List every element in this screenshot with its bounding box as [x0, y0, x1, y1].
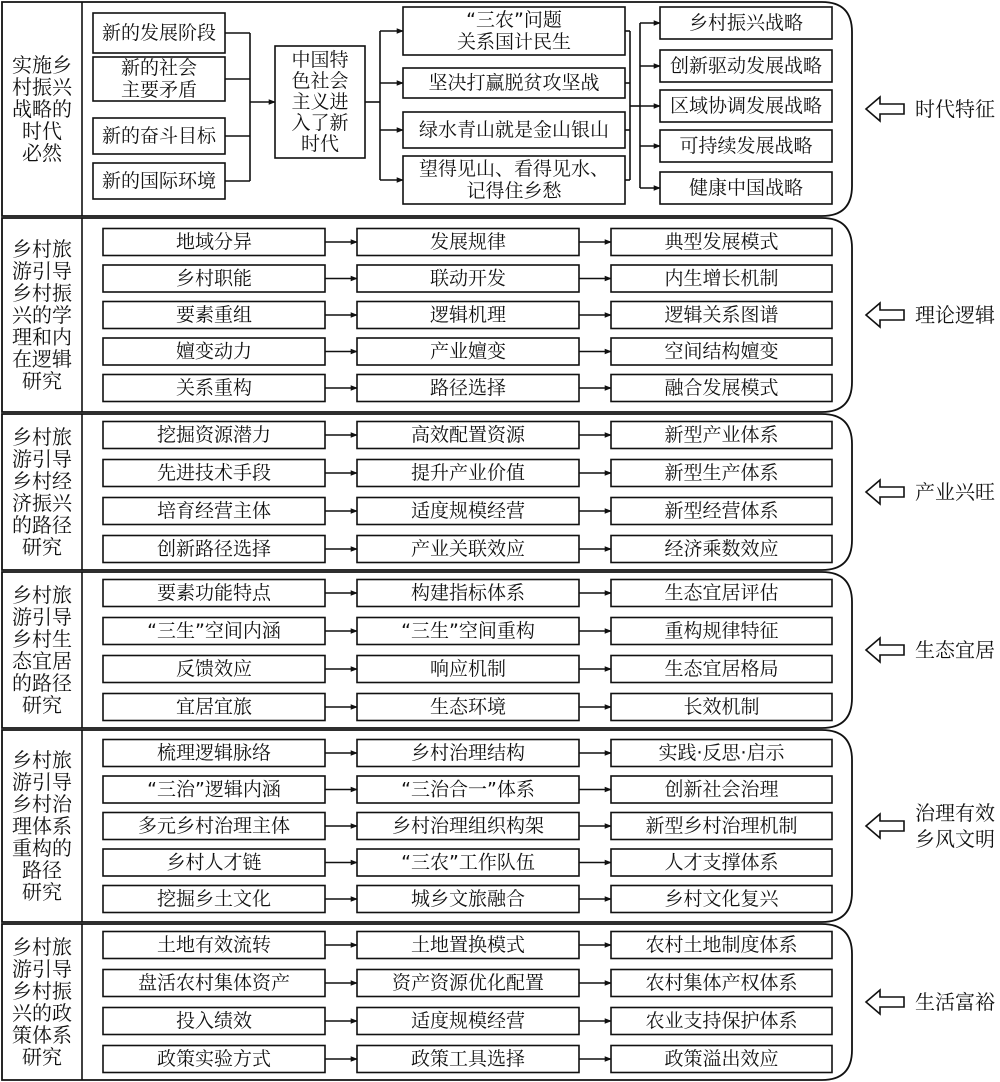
row-1-col-2-box-text: 乡村治理结构: [410, 742, 526, 764]
row-1-col-1-box: [103, 422, 325, 449]
section-tag: 乡风文明: [915, 827, 995, 851]
row-4-col-3-box-text: 空间结构嬗变: [664, 340, 779, 363]
era-center-box-text: 色社会: [291, 70, 349, 92]
row-4-col-3-box: [611, 694, 832, 721]
row-5-col-2-box-text: 城乡文旅融合: [410, 888, 526, 910]
row-1-col-3-box: [611, 932, 832, 959]
row-4-col-2-box: [357, 1046, 579, 1073]
row-3-col-2-box-text: 适度规模经营: [410, 1010, 526, 1032]
section-label: 在逻辑: [12, 347, 72, 371]
row-2-col-2-box-text: 提升产业价值: [410, 462, 526, 484]
era-mid-box-text: 记得住乡愁: [466, 180, 562, 202]
row-1-col-3-box-text: 典型发展模式: [664, 231, 779, 253]
row-4-col-2-box: [357, 849, 579, 876]
row-1-col-2-box-text: 发展规律: [429, 231, 507, 253]
row-1-col-1-box-text: 土地有效流转: [156, 934, 272, 956]
row-4-col-1-box-text: 宜居宜旅: [175, 696, 253, 718]
row-3-col-1-box-text: 多元乡村治理主体: [137, 815, 291, 837]
row-3-col-2-box-text: 适度规模经营: [410, 500, 526, 522]
era-input-box-text: 新的社会: [120, 57, 198, 79]
row-1-col-3-box-text: 新型产业体系: [664, 424, 779, 446]
section-label: 研究: [22, 693, 62, 717]
row-4-col-3-box: [611, 1046, 832, 1073]
row-4-col-3-box-text: 政策溢出效应: [664, 1048, 779, 1070]
row-3-col-3-box: [611, 302, 832, 329]
era-output-box: [660, 130, 832, 162]
row-4-col-3-box-text: 经济乘数效应: [664, 538, 779, 560]
row-4-col-2-box-text: 产业嬗变: [429, 340, 507, 363]
section-label: 乡村旅: [12, 583, 72, 607]
section-label: 研究: [22, 1045, 62, 1069]
row-1-col-3-box-text: 生态宜居评估: [664, 582, 779, 604]
row-3-col-3-box-text: 新型乡村治理机制: [645, 815, 798, 837]
section-tag: 生态宜居: [915, 638, 995, 662]
row-4-col-1-box: [103, 849, 325, 876]
row-2-col-2-box: [357, 265, 579, 292]
row-1-col-3-box: [611, 229, 832, 256]
row-2-col-2-box-text: 联动开发: [429, 267, 507, 290]
row-1-col-1-box-text: 要素功能特点: [156, 582, 272, 604]
row-1-col-3-box: [611, 422, 832, 449]
row-5-col-1-box-text: 挖掘乡土文化: [156, 888, 272, 910]
row-5-col-1-box: [103, 886, 325, 913]
section-tag: 产业兴旺: [915, 480, 995, 504]
row-3-col-2-box-text: 逻辑机理: [429, 304, 507, 326]
section-label: 兴的政: [12, 1001, 72, 1025]
row-3-col-1-box-text: 反馈效应: [175, 658, 253, 680]
row-4-col-2-box-text: 产业关联效应: [410, 538, 526, 560]
section-label: 乡村旅: [12, 748, 72, 772]
era-output-box-text: 乡村振兴战略: [688, 12, 804, 34]
row-3-col-1-box-text: 培育经营主体: [156, 500, 272, 522]
section-label: 研究: [22, 535, 62, 559]
hollow-arrow-icon: [866, 97, 904, 121]
section-label: 态宜居: [12, 649, 72, 673]
hollow-arrow-icon: [866, 480, 904, 504]
era-input-box-text: 新的发展阶段: [101, 22, 217, 44]
row-2-col-3-box: [611, 265, 832, 292]
row-1-col-2-box-text: 构建指标体系: [410, 582, 526, 604]
row-2-col-1-box-text: 盘活农村集体资产: [137, 972, 291, 994]
row-2-col-3-box-text: 农村集体产权体系: [645, 972, 798, 994]
era-center-box-text: 中国特: [291, 49, 349, 71]
row-5-col-1-box: [103, 375, 325, 402]
section-label: 济振兴: [12, 491, 72, 515]
row-2-col-3-box: [611, 776, 832, 803]
era-center-box-text: 入了新: [291, 112, 349, 134]
era-output-box: [660, 50, 832, 82]
era-output-box: [660, 90, 832, 122]
section-label: 村振兴: [12, 75, 72, 99]
era-center-box-text: 时代: [300, 133, 340, 155]
section-label: 重构的: [12, 836, 72, 860]
row-4-col-3-box: [611, 849, 832, 876]
row-1-col-3-box: [611, 740, 832, 767]
row-1-col-1-box: [103, 229, 325, 256]
row-3-col-2-box: [357, 302, 579, 329]
row-3-col-3-box-text: 农业支持保护体系: [645, 1010, 798, 1032]
row-3-col-1-box: [103, 656, 325, 683]
row-2-col-1-box: [103, 776, 325, 803]
row-2-col-1-box: [103, 265, 325, 292]
row-2-col-2-box: [357, 970, 579, 997]
section-label: 游引导: [12, 957, 72, 981]
row-1-col-1-box-text: 挖掘资源潜力: [156, 424, 272, 446]
section-label: 游引导: [12, 259, 72, 283]
row-4-col-2-box: [357, 338, 579, 365]
hollow-arrow-icon: [866, 814, 904, 838]
row-5-col-3-box-text: 融合发展模式: [664, 377, 779, 399]
row-1-col-3-box-text: 农村土地制度体系: [645, 934, 798, 956]
section-label: 游引导: [12, 770, 72, 794]
row-1-col-1-box: [103, 932, 325, 959]
era-mid-box: [403, 68, 625, 98]
section-tag: 生活富裕: [915, 990, 995, 1014]
row-1-col-1-box: [103, 740, 325, 767]
row-2-col-3-box: [611, 460, 832, 487]
section-label: 游引导: [12, 447, 72, 471]
era-output-box-text: 健康中国战略: [688, 177, 804, 199]
section-label: 的路径: [12, 513, 72, 537]
era-mid-box-text: 坚决打赢脱贫攻坚战: [428, 72, 600, 94]
row-1-col-2-box-text: 高效配置资源: [410, 424, 526, 446]
hollow-arrow-icon: [866, 303, 904, 327]
section-label: 理和内: [12, 325, 72, 349]
row-2-col-1-box: [103, 618, 325, 645]
row-3-col-1-box-text: 投入绩效: [175, 1010, 253, 1032]
row-4-col-2-box-text: 政策工具选择: [410, 1048, 526, 1070]
era-mid-box: [403, 7, 625, 55]
era-mid-box-text: 绿水青山就是金山银山: [418, 119, 610, 141]
era-mid-box-text: 望得见山、看得见水、: [418, 158, 610, 180]
section-label: 乡村生: [12, 627, 72, 651]
row-2-col-2-box: [357, 460, 579, 487]
row-5-col-1-box-text: 关系重构: [175, 377, 253, 399]
row-1-col-2-box: [357, 422, 579, 449]
row-3-col-3-box-text: 逻辑关系图谱: [664, 304, 779, 326]
row-3-col-3-box: [611, 813, 832, 840]
row-1-col-2-box: [357, 229, 579, 256]
row-1-col-1-box-text: 地域分异: [175, 231, 253, 253]
row-2-col-1-box: [103, 970, 325, 997]
era-center-box-text: 主义进: [291, 91, 349, 113]
row-4-col-3-box-text: 人才支撑体系: [664, 851, 779, 874]
row-4-col-1-box: [103, 536, 325, 563]
section-label: 乡村旅: [12, 425, 72, 449]
section-tag: 治理有效: [915, 801, 995, 825]
section-label: 策体系: [12, 1023, 72, 1047]
row-4-col-2-box-text: 生态环境: [429, 696, 507, 718]
row-4-col-2-box-text: “三农”工作队伍: [401, 851, 535, 874]
section-label: 游引导: [12, 605, 72, 629]
row-4-col-1-box: [103, 1046, 325, 1073]
era-center-box: [275, 46, 365, 158]
row-2-col-1-box: [103, 460, 325, 487]
era-output-box: [660, 7, 832, 39]
row-1-col-3-box-text: 实践·反思·启示: [658, 742, 785, 764]
row-1-col-2-box: [357, 932, 579, 959]
era-mid-box: [403, 112, 625, 148]
row-2-col-1-box-text: “三治”逻辑内涵: [147, 778, 281, 801]
row-2-col-3-box-text: 新型生产体系: [664, 462, 779, 484]
row-3-col-1-box-text: 要素重组: [175, 304, 253, 326]
row-2-col-2-box-text: 资产资源优化配置: [391, 972, 545, 994]
era-output-box-text: 创新驱动发展战略: [669, 55, 823, 77]
section-label: 乡村旅: [12, 237, 72, 261]
row-5-col-3-box: [611, 886, 832, 913]
row-2-col-1-box-text: “三生”空间内涵: [147, 620, 281, 642]
row-3-col-1-box: [103, 813, 325, 840]
row-3-col-1-box: [103, 498, 325, 525]
section-label: 路径: [22, 858, 62, 882]
row-3-col-3-box: [611, 498, 832, 525]
row-3-col-2-box-text: 乡村治理组织构架: [391, 815, 545, 837]
row-4-col-2-box: [357, 536, 579, 563]
row-3-col-2-box: [357, 498, 579, 525]
row-5-col-2-box-text: 路径选择: [429, 377, 507, 399]
section-tag: 理论逻辑: [915, 303, 995, 327]
section-label: 的路径: [12, 671, 72, 695]
row-2-col-2-box: [357, 618, 579, 645]
section-label: 研究: [22, 880, 62, 904]
row-2-col-3-box: [611, 618, 832, 645]
row-2-col-2-box-text: “三治合一”体系: [401, 778, 535, 801]
row-4-col-1-box: [103, 694, 325, 721]
row-1-col-2-box: [357, 580, 579, 607]
era-output-box-text: 区域协调发展战略: [669, 95, 823, 117]
row-5-col-2-box: [357, 886, 579, 913]
row-1-col-2-box-text: 土地置换模式: [410, 934, 526, 956]
row-2-col-2-box-text: “三生”空间重构: [401, 620, 535, 642]
row-2-col-3-box: [611, 970, 832, 997]
row-5-col-2-box: [357, 375, 579, 402]
row-1-col-3-box: [611, 580, 832, 607]
era-mid-box-text: 关系国计民生: [456, 31, 572, 53]
era-input-box-text: 新的国际环境: [101, 170, 217, 192]
section-label: 时代: [22, 119, 62, 143]
hollow-arrow-icon: [866, 990, 904, 1014]
row-1-col-1-box-text: 梳理逻辑脉络: [156, 742, 272, 764]
row-3-col-1-box: [103, 302, 325, 329]
row-2-col-1-box-text: 乡村职能: [175, 267, 253, 290]
row-5-col-3-box: [611, 375, 832, 402]
section-label: 乡村经: [12, 469, 72, 493]
section-label: 乡村振: [12, 281, 72, 305]
era-mid-box: [403, 156, 625, 204]
section-label: 实施乡: [12, 53, 72, 77]
row-2-col-3-box-text: 重构规律特征: [664, 620, 779, 642]
row-4-col-3-box: [611, 536, 832, 563]
section-label: 战略的: [12, 97, 72, 121]
row-3-col-2-box: [357, 813, 579, 840]
section-tag: 时代特征: [915, 97, 995, 121]
row-3-col-1-box: [103, 1008, 325, 1035]
row-4-col-1-box: [103, 338, 325, 365]
era-input-box: [93, 163, 225, 199]
era-output-box-text: 可持续发展战略: [679, 135, 813, 157]
row-3-col-3-box-text: 新型经营体系: [664, 500, 779, 522]
row-4-col-1-box-text: 乡村人才链: [166, 851, 262, 874]
section-label: 兴的学: [12, 303, 72, 327]
section-label: 研究: [22, 369, 62, 393]
row-3-col-3-box: [611, 656, 832, 683]
era-mid-box-text: “三农”问题: [466, 9, 562, 31]
row-4-col-1-box-text: 政策实验方式: [156, 1048, 272, 1070]
era-output-box: [660, 172, 832, 204]
section-label: 理体系: [12, 814, 72, 838]
era-input-box-text: 新的奋斗目标: [101, 125, 217, 147]
row-3-col-2-box: [357, 656, 579, 683]
row-2-col-1-box-text: 先进技术手段: [156, 462, 272, 484]
row-4-col-3-box: [611, 338, 832, 365]
row-5-col-3-box-text: 乡村文化复兴: [664, 888, 779, 910]
row-4-col-2-box: [357, 694, 579, 721]
row-3-col-3-box-text: 生态宜居格局: [664, 658, 779, 680]
era-input-box: [93, 118, 225, 154]
row-4-col-3-box-text: 长效机制: [683, 696, 760, 718]
row-2-col-3-box-text: 创新社会治理: [664, 778, 779, 801]
row-2-col-3-box-text: 内生增长机制: [664, 267, 779, 290]
row-4-col-1-box-text: 创新路径选择: [156, 538, 272, 560]
section-label: 必然: [22, 141, 62, 165]
hollow-arrow-icon: [866, 638, 904, 662]
row-2-col-2-box: [357, 776, 579, 803]
row-3-col-2-box: [357, 1008, 579, 1035]
row-3-col-3-box: [611, 1008, 832, 1035]
era-input-box: [93, 57, 225, 101]
section-label: 乡村振: [12, 979, 72, 1003]
row-1-col-2-box: [357, 740, 579, 767]
row-1-col-1-box: [103, 580, 325, 607]
section-label: 乡村旅: [12, 935, 72, 959]
era-input-box-text: 主要矛盾: [120, 79, 198, 101]
row-4-col-1-box-text: 嬗变动力: [175, 340, 253, 363]
row-3-col-2-box-text: 响应机制: [429, 658, 507, 680]
era-input-box: [93, 13, 225, 53]
section-label: 乡村治: [12, 792, 72, 816]
